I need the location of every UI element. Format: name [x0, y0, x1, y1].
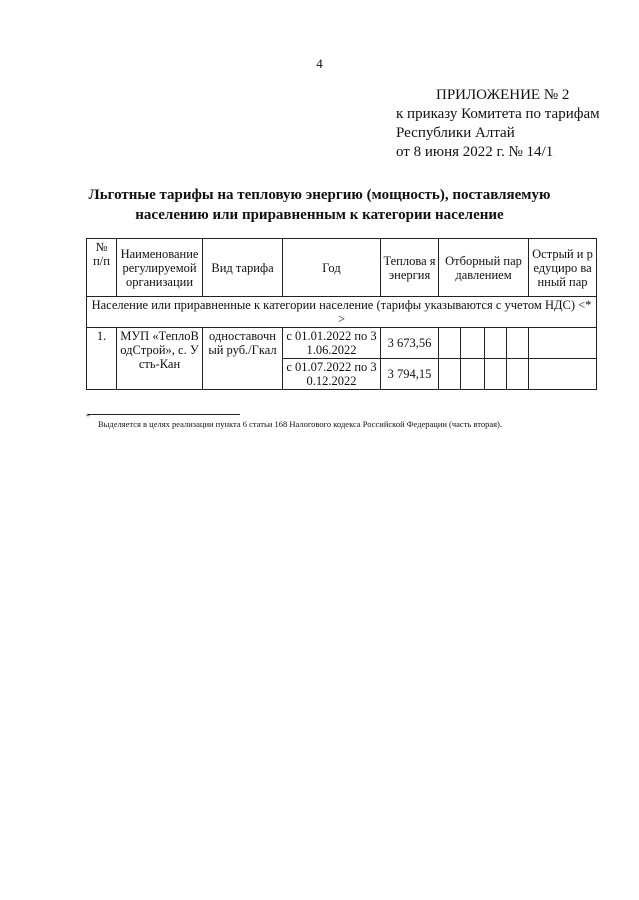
row-org: МУП «ТеплоВодСтрой», с. Усть-Кан — [117, 328, 203, 390]
empty-cell — [507, 359, 529, 390]
empty-cell — [529, 328, 597, 359]
appendix-line: Республики Алтай — [396, 125, 515, 141]
footnote-text: Выделяется в целях реализации пункта 6 статьи 168 Налогового кодекса Российской Федерации (часть вторая). — [98, 419, 502, 429]
row-num: 1. — [87, 328, 117, 390]
row-period: с 01.07.2022 по 30.12.2022 — [283, 359, 381, 390]
header-type: Вид тарифа — [203, 239, 283, 297]
empty-cell — [507, 328, 529, 359]
header-year: Год — [283, 239, 381, 297]
row-tariff-type: одноставочный руб./Гкал — [203, 328, 283, 390]
header-heat: Теплова я энергия — [381, 239, 439, 297]
appendix-line: от 8 июня 2022 г. № 14/1 — [396, 144, 554, 160]
row-heat-value: 3 673,56 — [381, 328, 439, 359]
row-heat-value: 3 794,15 — [381, 359, 439, 390]
empty-cell — [485, 328, 507, 359]
appendix-block — [396, 86, 600, 162]
table-row — [87, 328, 597, 359]
page-number: 4 — [316, 56, 323, 71]
footnote-mark: * — [86, 412, 90, 421]
header-steam: Отборный пар давлением — [439, 239, 529, 297]
appendix-line: к приказу Комитета по тарифам — [396, 106, 600, 122]
empty-cell — [439, 359, 461, 390]
section-label: Население или приравненные к категории население (тарифы указываются с учетом НДС) <*> — [87, 297, 597, 328]
header-org: Наименование регулируемой организации — [117, 239, 203, 297]
empty-cell — [529, 359, 597, 390]
row-period: с 01.01.2022 по 31.06.2022 — [283, 328, 381, 359]
empty-cell — [439, 328, 461, 359]
tariff-table — [86, 238, 597, 390]
header-sharp-steam: Острый и редуциро ванный пар — [529, 239, 597, 297]
table-header-row — [87, 239, 597, 297]
table-section-row — [87, 297, 597, 328]
empty-cell — [461, 328, 485, 359]
header-num: № п/п — [87, 239, 117, 297]
empty-cell — [485, 359, 507, 390]
footnote-divider — [88, 414, 240, 415]
document-title — [60, 185, 579, 225]
empty-cell — [461, 359, 485, 390]
title-line: населению или приравненным к категории население — [135, 207, 504, 223]
title-line: Льготные тарифы на тепловую энергию (мощность), поставляемую — [88, 187, 551, 203]
appendix-heading: ПРИЛОЖЕНИЕ № 2 — [436, 87, 570, 103]
